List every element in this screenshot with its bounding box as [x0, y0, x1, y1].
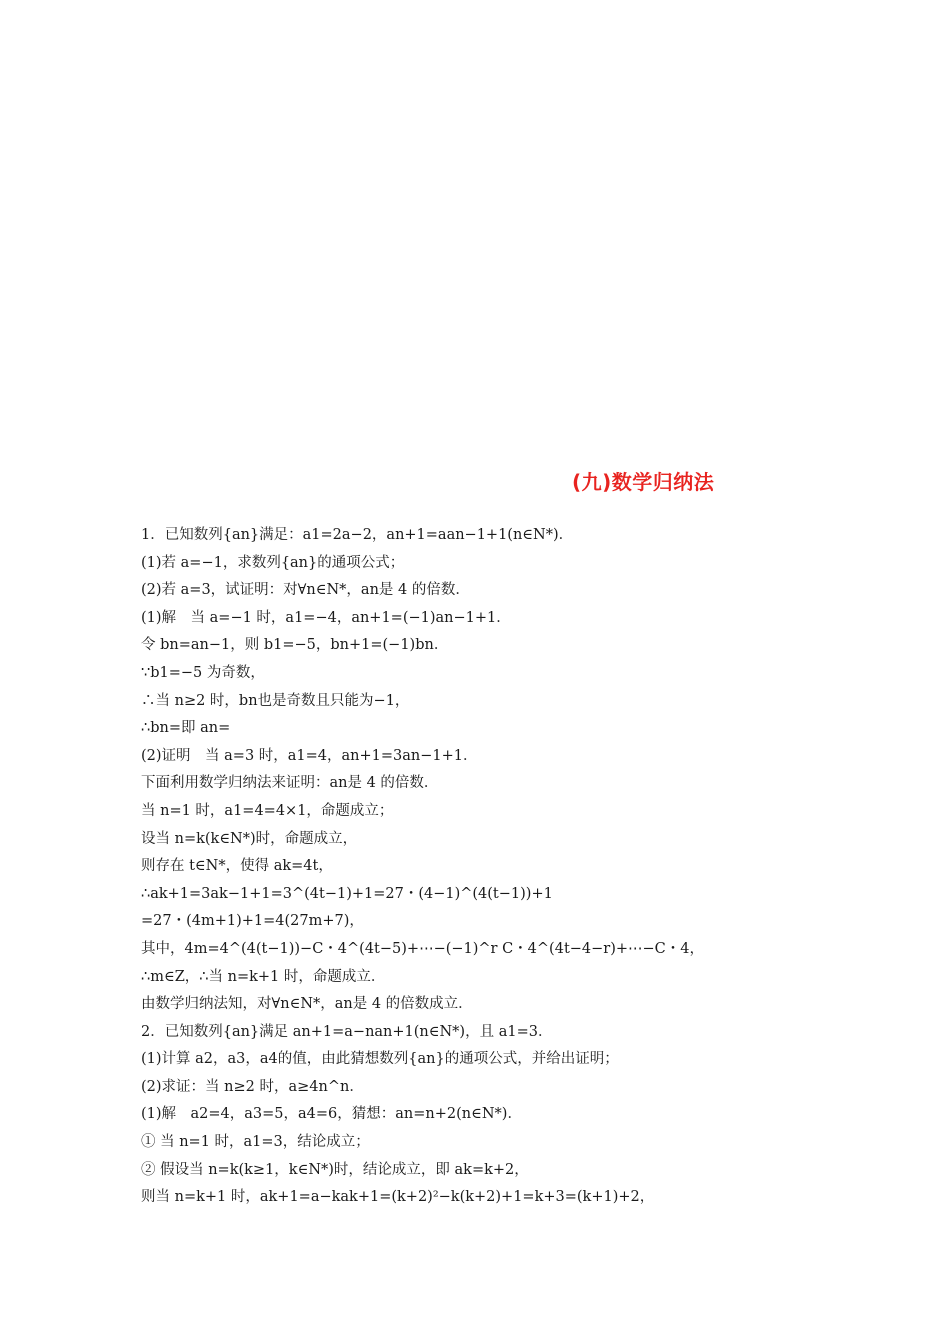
text-line: ∵b1=−5 为奇数， [141, 664, 265, 681]
text-line: (1)解 a2=4，a3=5，a4=6，猜想：an=n+2(n∈N*)． [141, 1106, 522, 1123]
page-title: (九)数学归纳法 [572, 470, 715, 494]
text-line: (2)证明 当 a=3 时，a1=4，an+1=3an−1+1． [141, 747, 478, 764]
text-line: 当 n=1 时，a1=4=4×1，命题成立； [141, 802, 394, 819]
document-body [141, 522, 841, 1212]
text-line: 1．已知数列{an}满足：a1=2a−2，an+1=aan−1+1(n∈N*)． [141, 527, 574, 543]
text-line: 则存在 t∈N*，使得 ak=4t， [141, 858, 333, 875]
text-line: (2)若 a=3，试证明：对∀n∈N*，an是 4 的倍数． [141, 582, 470, 599]
text-line: 由数学归纳法知，对∀n∈N*，an是 4 的倍数成立． [141, 996, 473, 1013]
text-line: ∴ak+1=3ak−1+1=3^(4t−1)+1=27・(4−1)^(4(t−1))+1 [141, 885, 553, 902]
text-line: ∴m∈Z，∴当 n=k+1 时，命题成立． [141, 968, 386, 985]
text-line: 则当 n=k+1 时，ak+1=a−kak+1=(k+2)²−k(k+2)+1=k+3=(k+1)+2， [141, 1189, 655, 1206]
text-line: 设当 n=k(k∈N*)时，命题成立， [141, 830, 358, 847]
text-line: ∴当 n≥2 时，bn也是奇数且只能为−1， [141, 692, 410, 709]
text-line: (1)若 a=−1，求数列{an}的通项公式； [141, 554, 405, 571]
text-line: (1)解 当 a=−1 时，a1=−4，an+1=(−1)an−1+1． [141, 609, 511, 626]
text-line: ② 假设当 n=k(k≥1，k∈N*)时，结论成立，即 ak=k+2， [141, 1161, 529, 1178]
text-line: =27・(4m+1)+1=4(27m+7)， [141, 913, 364, 930]
text-line: 下面利用数学归纳法来证明：an是 4 的倍数． [141, 775, 439, 792]
text-line: (1)计算 a2，a3，a4的值，由此猜想数列{an}的通项公式，并给出证明； [141, 1051, 619, 1068]
text-line: ∴bn=即 an= [141, 720, 231, 737]
text-line: (2)求证：当 n≥2 时，a≥4n^n． [141, 1078, 364, 1095]
text-line: 其中，4m=4^(4(t−1))−C・4^(4t−5)+⋯−(−1)^r C・4^(4t−4−r)+⋯−C・4， [141, 940, 704, 957]
text-line: ① 当 n=1 时，a1=3，结论成立； [141, 1134, 370, 1151]
text-line: 令 bn=an−1，则 b1=−5，bn+1=(−1)bn． [141, 637, 449, 654]
text-line: 2．已知数列{an}满足 an+1=a−nan+1(n∈N*)，且 a1=3． [141, 1023, 553, 1040]
